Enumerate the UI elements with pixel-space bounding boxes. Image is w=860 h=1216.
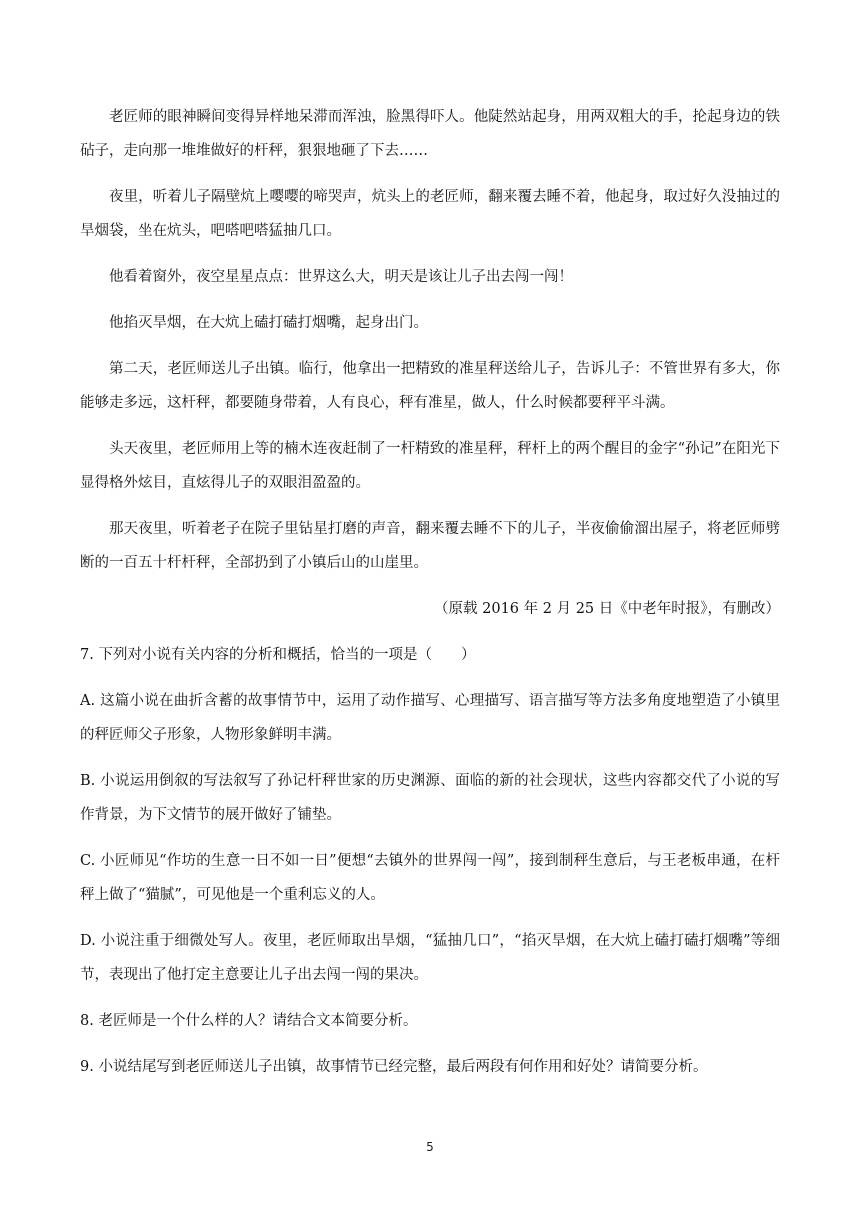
document-page [80,100,780,1096]
source-citation: （原载 2016 年 2 月 25 日《中老年时报》，有删改） [434,601,780,617]
question-9: 9. 小说结尾写到老匠师送儿子出镇，故事情节已经完整，最后两段有何作用和好处？请简要分析。 [80,1059,708,1075]
question-7-option-c: C. 小匠师见“作坊的生意一日不如一日”便想“去镇外的世界闯一闯”，接到制秤生意后，与王老板串通，在杆秤上做了“猫腻”，可见他是一个重利忘义的人。 [80,853,780,903]
story-paragraph-4: 他掐灭旱烟，在大炕上磕打磕打烟嘴，起身出门。 [109,315,428,331]
story-paragraph-7: 那天夜里，听着老子在院子里钻星打磨的声音，翻来覆去睡不下的儿子，半夜偷偷溜出屋子，将老匠师劈断的一百五十杆杆秤，全部扔到了小镇后山的山崖里。 [80,521,780,571]
question-8: 8. 老匠师是一个什么样的人？请结合文本简要分析。 [80,1013,418,1029]
question-7-option-b: B. 小说运用倒叙的写法叙写了孙记杆秤世家的历史渊源、面临的新的社会现状，这些内容都交代了小说的写作背景，为下文情节的展开做好了铺垫。 [80,773,780,823]
question-7-option-a: A. 这篇小说在曲折含蓄的故事情节中，运用了动作描写、心理描写、语言描写等方法多角度地塑造了小镇里的秤匠师父子形象，人物形象鲜明丰满。 [80,693,780,743]
story-paragraph-1: 老匠师的眼神瞬间变得异样地呆滞而浑浊，脸黑得吓人。他陡然站起身，用两双粗大的手，抡起身边的铁砧子，走向那一堆堆做好的杆秤，狠狠地砸了下去…… [80,109,780,159]
question-7-option-d: D. 小说注重于细微处写人。夜里，老匠师取出旱烟，“猛抽几口”，“掐灭旱烟，在大炕上磕打磕打烟嘴”等细节，表现出了他打定主意要让儿子出去闯一闯的果决。 [80,933,780,983]
question-7: 7. 下列对小说有关内容的分析和概括，恰当的一项是（ ） [80,647,476,663]
story-paragraph-6: 头天夜里，老匠师用上等的楠木连夜赶制了一杆精致的准星秤，秤杆上的两个醒目的金字“孙记”在阳光下显得格外炫目，直炫得儿子的双眼泪盈盈的。 [80,441,780,491]
story-paragraph-2: 夜里，听着儿子隔壁炕上嘤嘤的啼哭声，炕头上的老匠师，翻来覆去睡不着，他起身，取过好久没抽过的旱烟袋，坐在炕头，吧嗒吧嗒猛抽几口。 [80,189,780,239]
story-paragraph-5: 第二天，老匠师送儿子出镇。临行，他拿出一把精致的准星秤送给儿子，告诉儿子：不管世界有多大，你能够走多远，这杆秤，都要随身带着，人有良心，秤有准星，做人，什么时候都要秤平斗满。 [80,361,780,411]
page-number: 5 [426,1140,434,1154]
story-paragraph-3: 他看着窗外，夜空星星点点：世界这么大，明天是该让儿子出去闯一闯！ [109,269,573,285]
